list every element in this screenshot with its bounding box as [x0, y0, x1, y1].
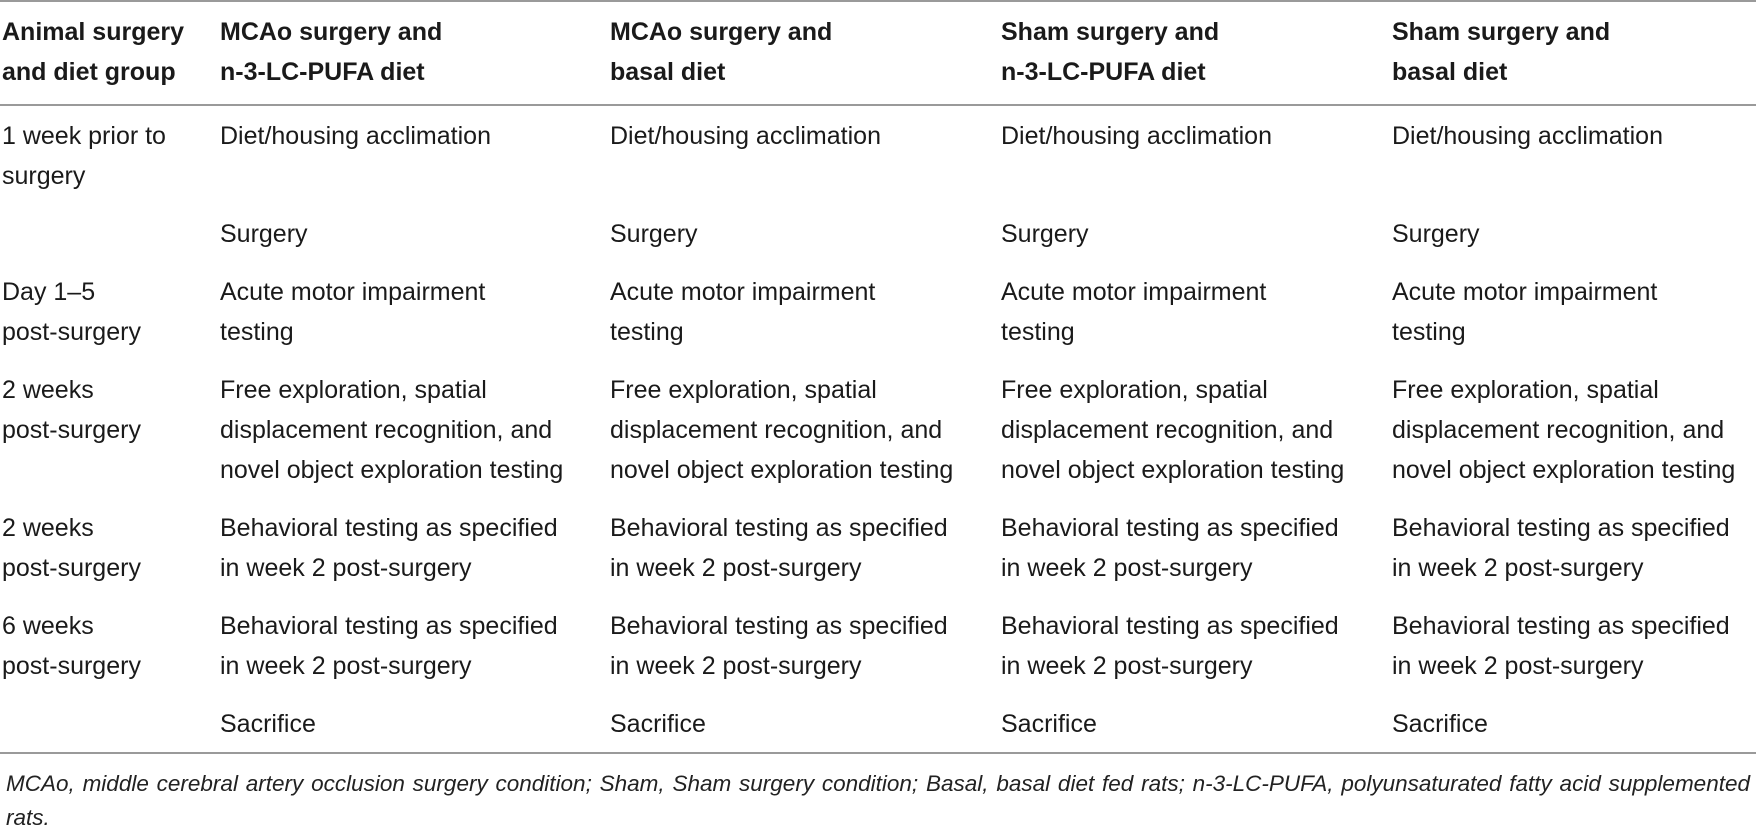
activity-text-line: in week 2 post-surgery	[1001, 554, 1253, 582]
activity-text-line: Diet/housing acclimation	[1392, 122, 1663, 150]
time-text-line: post-surgery	[2, 318, 141, 346]
table-row	[0, 196, 1756, 254]
table-header-row	[0, 1, 1756, 105]
activity-cell	[999, 352, 1390, 490]
activity-text-line: displacement recognition, and	[1001, 416, 1334, 444]
activity-cell	[1390, 105, 1756, 196]
activity-cell	[608, 196, 999, 254]
activity-text-line: Free exploration, spatial	[220, 376, 487, 404]
activity-cell	[608, 588, 999, 686]
time-text-line: 1 week prior to	[2, 122, 166, 150]
activity-text-line: Surgery	[610, 220, 698, 248]
time-cell	[0, 196, 218, 254]
activity-text-line: testing	[220, 318, 294, 346]
activity-text-line: Surgery	[1392, 220, 1480, 248]
header-text-line: Sham surgery and	[1001, 18, 1220, 46]
header-text-line: and diet group	[2, 58, 176, 86]
activity-cell	[608, 490, 999, 588]
activity-cell	[1390, 254, 1756, 352]
activity-text-line: Sacrifice	[610, 710, 706, 738]
time-cell	[0, 254, 218, 352]
table-row	[0, 588, 1756, 686]
table-row	[0, 686, 1756, 753]
activity-text-line: Sacrifice	[1001, 710, 1097, 738]
header-text-line: Animal surgery	[2, 18, 185, 46]
activity-text-line: testing	[610, 318, 684, 346]
activity-cell	[1390, 686, 1756, 753]
activity-cell	[999, 105, 1390, 196]
time-text-line: 6 weeks	[2, 612, 94, 640]
activity-cell	[218, 196, 608, 254]
time-text-line: post-surgery	[2, 652, 141, 680]
table-row	[0, 352, 1756, 490]
activity-cell	[218, 105, 608, 196]
activity-cell	[1390, 352, 1756, 490]
time-cell	[0, 105, 218, 196]
activity-text-line: Surgery	[220, 220, 308, 248]
activity-text-line: Acute motor impairment	[610, 278, 876, 306]
activity-text-line: Acute motor impairment	[220, 278, 486, 306]
activity-text-line: displacement recognition, and	[220, 416, 553, 444]
activity-text-line: novel object exploration testing	[1392, 456, 1736, 484]
activity-cell	[608, 105, 999, 196]
header-cell-mcao-basal	[608, 1, 999, 105]
activity-text-line: in week 2 post-surgery	[1392, 652, 1644, 680]
activity-text-line: in week 2 post-surgery	[1001, 652, 1253, 680]
activity-text-line: Diet/housing acclimation	[610, 122, 881, 150]
activity-text-line: Behavioral testing as specified	[610, 514, 948, 542]
time-text-line: post-surgery	[2, 554, 141, 582]
activity-text-line: Diet/housing acclimation	[220, 122, 491, 150]
activity-cell	[999, 254, 1390, 352]
activity-cell	[608, 686, 999, 753]
activity-text-line: novel object exploration testing	[1001, 456, 1345, 484]
activity-text-line: Free exploration, spatial	[610, 376, 877, 404]
activity-cell	[999, 588, 1390, 686]
activity-cell	[608, 352, 999, 490]
time-cell	[0, 588, 218, 686]
activity-cell	[218, 490, 608, 588]
table-row	[0, 105, 1756, 196]
activity-text-line: Behavioral testing as specified	[1392, 514, 1730, 542]
activity-text-line: testing	[1001, 318, 1075, 346]
activity-text-line: Free exploration, spatial	[1001, 376, 1268, 404]
activity-cell	[1390, 196, 1756, 254]
activity-cell	[1390, 588, 1756, 686]
activity-text-line: Acute motor impairment	[1001, 278, 1267, 306]
table-body	[0, 105, 1756, 753]
activity-text-line: in week 2 post-surgery	[610, 652, 862, 680]
time-text-line: post-surgery	[2, 416, 141, 444]
activity-cell	[218, 588, 608, 686]
activity-text-line: Behavioral testing as specified	[1392, 612, 1730, 640]
header-text-line: basal diet	[1392, 58, 1508, 86]
activity-cell	[218, 254, 608, 352]
activity-cell	[218, 686, 608, 753]
activity-text-line: Sacrifice	[220, 710, 316, 738]
activity-cell	[999, 490, 1390, 588]
activity-cell	[1390, 490, 1756, 588]
activity-text-line: in week 2 post-surgery	[610, 554, 862, 582]
time-cell	[0, 352, 218, 490]
activity-text-line: Behavioral testing as specified	[220, 612, 558, 640]
header-text-line: n-3-LC-PUFA diet	[220, 58, 425, 86]
activity-text-line: Behavioral testing as specified	[610, 612, 948, 640]
header-text-line: MCAo surgery and	[610, 18, 833, 46]
activity-text-line: novel object exploration testing	[610, 456, 954, 484]
activity-text-line: Acute motor impairment	[1392, 278, 1658, 306]
activity-text-line: Diet/housing acclimation	[1001, 122, 1272, 150]
activity-text-line: novel object exploration testing	[220, 456, 564, 484]
header-cell-mcao-pufa	[218, 1, 608, 105]
activity-text-line: Sacrifice	[1392, 710, 1488, 738]
header-text-line: MCAo surgery and	[220, 18, 443, 46]
table-footnote: MCAo, middle cerebral artery occlusion surgery condition; Sham, Sham surgery condition; Basal, basal diet fed rats; n-3-LC-PUFA, polyunsaturated fatty acid supplemented rats.	[6, 770, 1750, 830]
activity-cell	[999, 196, 1390, 254]
activity-cell	[999, 686, 1390, 753]
header-text-line: basal diet	[610, 58, 726, 86]
activity-text-line: Behavioral testing as specified	[220, 514, 558, 542]
time-text-line: 2 weeks	[2, 514, 94, 542]
header-text-line: Sham surgery and	[1392, 18, 1611, 46]
time-cell	[0, 686, 218, 753]
time-text-line: Day 1–5	[2, 278, 96, 306]
activity-text-line: Free exploration, spatial	[1392, 376, 1659, 404]
header-cell-sham-basal	[1390, 1, 1756, 105]
activity-text-line: Behavioral testing as specified	[1001, 514, 1339, 542]
time-cell	[0, 490, 218, 588]
activity-text-line: displacement recognition, and	[1392, 416, 1725, 444]
header-text-line: n-3-LC-PUFA diet	[1001, 58, 1206, 86]
header-cell-sham-pufa	[999, 1, 1390, 105]
activity-cell	[608, 254, 999, 352]
activity-text-line: in week 2 post-surgery	[1392, 554, 1644, 582]
table-row	[0, 490, 1756, 588]
activity-text-line: in week 2 post-surgery	[220, 554, 472, 582]
activity-text-line: Behavioral testing as specified	[1001, 612, 1339, 640]
time-text-line: 2 weeks	[2, 376, 94, 404]
activity-text-line: displacement recognition, and	[610, 416, 943, 444]
header-cell-group	[0, 1, 218, 105]
activity-text-line: Surgery	[1001, 220, 1089, 248]
table-row	[0, 254, 1756, 352]
time-text-line: surgery	[2, 162, 86, 190]
activity-cell	[218, 352, 608, 490]
activity-text-line: in week 2 post-surgery	[220, 652, 472, 680]
activity-text-line: testing	[1392, 318, 1466, 346]
